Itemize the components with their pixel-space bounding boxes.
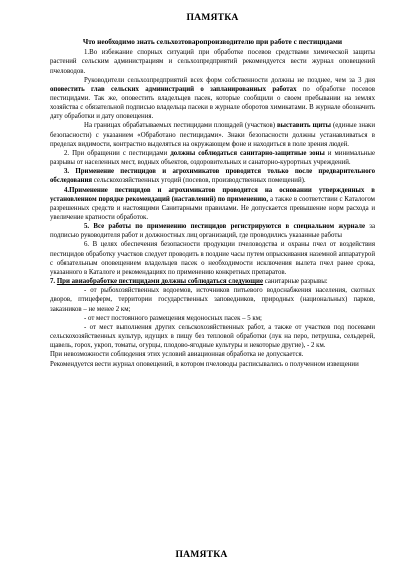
paragraph-2-text-c: по обработке посевов пестицидами. Так же, оповестить владельцев пасек, которые сообщили о своем пребывании на землях хозяйства с обязательной подписью владельца пасеки в журнале оборотов химикатами. В журнале обозначить дату обработки и дату оповещения. [50, 85, 375, 121]
paragraph-1: 1.Во избежание спорных ситуаций при обработке посевов средствами химической защиты растений сельским администрациям и сельхозпредприятий рекомендуется вести журнал оповещений пчеловодов. [50, 49, 375, 75]
document-title: ПАМЯТКА [186, 12, 239, 23]
paragraph-9 [50, 277, 375, 286]
document-subtitle: Что необходимо знать сельхозтоваропроизводителю при работе с пестицидами [82, 37, 343, 46]
paragraph-8: 6. В целях обеспечения безопасности продукции пчеловодства и охраны пчел от воздействия пестицидов обработку участков следует проводить в поздние часы путем опрыскивания наземной аппаратурой с обязательным оповещением владельцев пасек о необходимости исключения вылета пчел ранее срока, указанного в Каталоге и рекомендациях по применению конкретных препаратов. [50, 241, 375, 276]
paragraph-6 [50, 186, 375, 223]
paragraph-4-text-a: 2. При обращении с пестицидами [64, 149, 171, 157]
paragraph-14: Рекомендуется вести журнал оповещений, в котором пчеловоды расписывались о полученном извещении [50, 360, 359, 368]
paragraph-12: - от мест выполнения других сельскохозяйственных работ, а также от участков под посевами сельскохозяйственных культур, идущих в пищу без тепловой обработки (лук на перо, петрушка, сельдерей, щавель, горох, укроп, томаты, огурцы, плодово-ягодные культуры и некоторые другие), - 2 км. [50, 323, 375, 350]
paragraph-3 [50, 121, 375, 148]
paragraph-11: - от мест постоянного размещения медоносных пасек – 5 км; [84, 314, 262, 322]
paragraph-5-text-b: сельскохозяйственных угодий (посевов, производственных помещений). [92, 177, 306, 185]
bottom-title: ПАМЯТКА [175, 549, 228, 560]
paragraph-6-bold: 4.Применение пестицидов и агрохимикатов проводится на основании утвержденных в установленном порядке рекомендаций (наставлений) по применению, [50, 186, 375, 203]
paragraph-4-text-c: и минимальные разрывы от населенных мест, водных объектов, оздоровительных и санаторно-курортных учреждений. [50, 149, 376, 167]
paragraph-3-bold: выставить щиты [276, 122, 331, 130]
paragraph-3-text-a: На границах обрабатываемых пестицидами площадей (участков) [84, 122, 277, 130]
paragraph-4 [50, 149, 375, 167]
paragraph-2-text-a: Руководители сельхозпредприятий всех форм собственности должны не позднее, чем за 3 дня [84, 76, 375, 84]
paragraph-9-text-c: санитарные разрывы: [263, 278, 328, 286]
paragraph-5 [50, 167, 375, 185]
paragraph-6-text-b: а также в соответствии с Каталогом разрешенных средств и настоящими Санитарными правилами. Не допускается превышение норм расхода и увеличение кратности обработок. [50, 195, 375, 222]
paragraph-2-bold: оповестить глав сельских администраций о запланированных работах [50, 85, 297, 93]
paragraph-2 [50, 76, 375, 122]
paragraph-13: При невозможности соблюдения этих условий авиационная обработка не допускается. [50, 351, 304, 359]
paragraph-5-bold: 3. Применение пестицидов и агрохимикатов проводится только после предварительного обследования [50, 168, 375, 185]
paragraph-7 [50, 222, 375, 240]
paragraph-7-text-b: за подписью руководителя работ и должностных лиц организаций, где проводились указанные работы [50, 223, 375, 240]
paragraph-4-bold: должны соблюдаться санитарно-защитные зоны [170, 149, 325, 157]
paragraph-3-text-c: (единые знаки безопасности) с указанием «Обработано пестицидами». Знаки безопасности должны устанавливаться в пределах видимости, контрастно выделяться на окружающем фоне и находиться в поле зрения людей. [50, 122, 376, 148]
paragraph-10: - от рыбохозяйственных водоемов, источников питьевого водоснабжения населения, скотных дворов, птицеферм, территории государственных заповедников, природных (национальных) парков, заказников – не менее 2 км; [50, 287, 375, 313]
paragraph-9-bold-underline: При авиаобработке пестицидами должны соблюдаться следующие [56, 278, 264, 286]
paragraph-9-number: 7. [50, 278, 57, 286]
paragraph-7-bold: 5. Все работы по применению пестицидов регистрируются в специальном журнале [84, 223, 365, 231]
